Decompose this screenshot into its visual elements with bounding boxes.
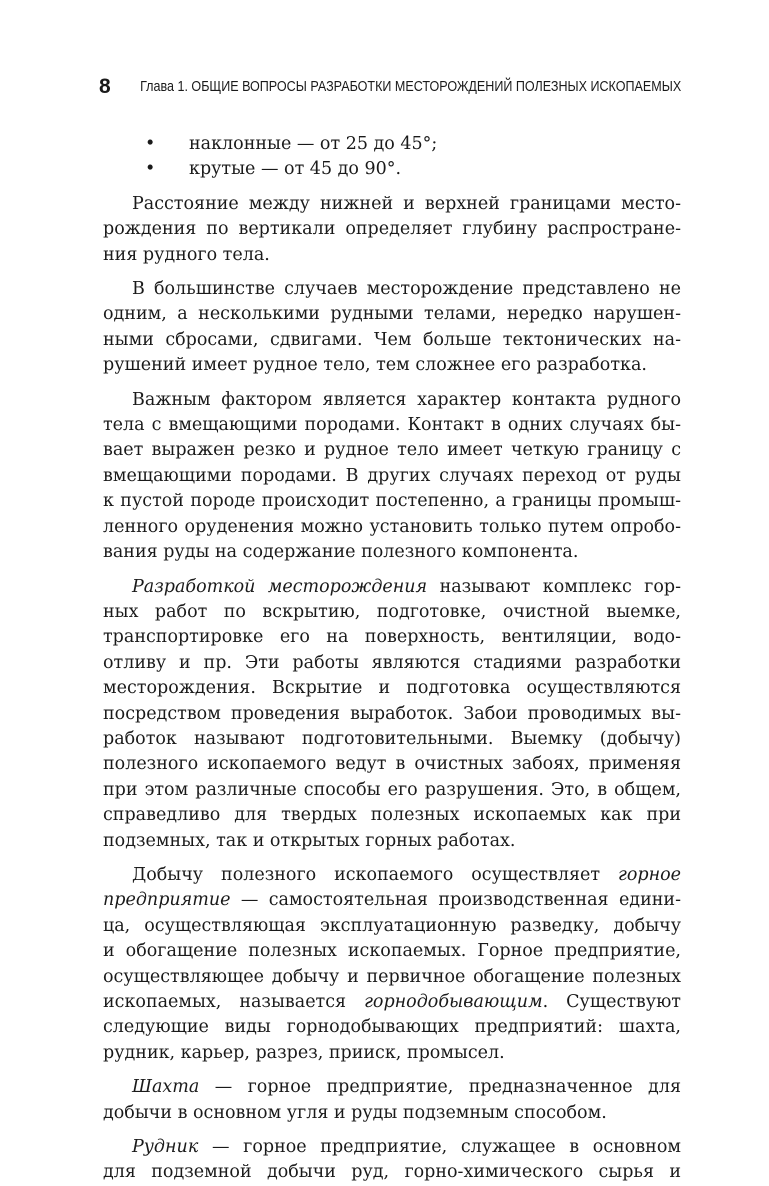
bullet-dot-icon: • (145, 159, 156, 180)
text-line: вает выражен резко и рудное тело имеет четкую границу с (103, 440, 681, 461)
text-line: тела с вмещающими породами. Контакт в одних случаях бы- (103, 415, 681, 436)
body-text (103, 132, 681, 1186)
text-line: транспортировке его на поверхность, вентиляции, водо- (103, 627, 681, 648)
text-line: ных работ по вскрытию, подготовке, очистной выемке, (103, 601, 681, 622)
text-line: ленного оруденения можно установить только путем опробо- (103, 516, 681, 537)
text-line: подземных, так и открытых горных работах. (103, 830, 516, 851)
text-line: вмещающими породами. В других случаях переход от руды (103, 465, 681, 486)
text-fragment: называют комплекс гор- (427, 576, 681, 597)
paragraph-depth (103, 192, 681, 268)
text-line: следующие виды горнодобывающих предприятий: шахта, (103, 1017, 681, 1038)
term-mining-company: горнодобывающим (364, 992, 543, 1012)
paragraph-ore-mine (103, 1135, 681, 1186)
list-item-text: наклонные — от 25 до 45°; (189, 134, 438, 154)
term-ore-mine: Рудник (132, 1137, 199, 1158)
text-line: рушений имеет рудное тело, тем сложнее его разработка. (103, 355, 647, 376)
paragraph-development (103, 575, 681, 854)
text-line: вания руды на содержание полезного компонента. (103, 542, 579, 563)
text-line: ца, осуществляющая эксплуатационную разведку, добычу (103, 915, 681, 936)
text-line: к пустой породе происходит постепенно, а границы промыш- (103, 491, 681, 512)
text-line: и обогащение полезных ископаемых. Горное предприятие, (103, 941, 681, 962)
text-line: ными сбросами, сдвигами. Чем больше тектонических на- (103, 329, 681, 350)
term-development: Разработкой месторождения (132, 576, 428, 597)
term-mine: Шахта (132, 1077, 200, 1098)
text-line: при этом различные способы его разрушения. Это, в общем, (103, 779, 681, 800)
text-line: рудник, карьер, разрез, прииск, промысел. (103, 1042, 505, 1063)
text-line: посредством проведения выработок. Забои проводимых вы- (103, 703, 681, 724)
paragraph-mine (103, 1075, 681, 1126)
text-fragment: — горное предприятие, предназначенное для (199, 1077, 681, 1098)
text-line: одним, а несколькими рудными телами, нередко нарушен- (103, 304, 681, 325)
text-line (103, 990, 681, 1015)
paragraph-contact (103, 388, 681, 566)
text-line (103, 575, 681, 600)
text-line: месторождения. Вскрытие и подготовка осуществляются (103, 678, 681, 699)
text-line: отливу и пр. Эти работы являются стадиями разработки (103, 652, 681, 673)
text-fragment: ископаемых, называется (103, 992, 365, 1012)
list-item (103, 132, 681, 157)
paragraph-enterprise (103, 863, 681, 1066)
text-line: полезного ископаемого ведут в очистных забоях, применяя (103, 754, 681, 775)
bullet-dot-icon: • (145, 134, 156, 154)
page-number: 8 (99, 75, 111, 98)
text-line (103, 863, 681, 888)
term-mining-enterprise: горное (617, 864, 681, 885)
text-line: ния рудного тела. (103, 244, 270, 265)
text-line: В большинстве случаев месторождение представлено не (132, 279, 681, 300)
text-line: осуществляющее добычу и первичное обогащение полезных (103, 966, 681, 987)
chapter-title: Глава 1. ОБЩИЕ ВОПРОСЫ РАЗРАБОТКИ МЕСТОРОЖДЕНИЙ ПОЛЕЗНЫХ ИСКОПАЕМЫХ (139, 79, 681, 95)
text-line: добычи в основном угля и руды подземным способом. (103, 1102, 607, 1123)
text-fragment: . Существуют (542, 992, 681, 1012)
bullet-list (103, 132, 681, 183)
text-line: справедливо для твердых полезных ископаемых как при (103, 805, 681, 826)
list-item (103, 157, 681, 182)
text-fragment: — горное предприятие, служащее в основном (198, 1137, 681, 1158)
paragraph-ore-bodies (103, 277, 681, 379)
text-line: для подземной добычи руд, горно-химического сырья и (103, 1162, 681, 1183)
text-line (103, 888, 681, 913)
text-fragment: — самостоятельная производственная едини- (230, 890, 681, 911)
term-mining-enterprise-cont: предприятие (103, 890, 231, 911)
text-line: Расстояние между нижней и верхней границами место- (132, 193, 681, 214)
text-line (103, 1075, 681, 1100)
text-fragment: Добычу полезного ископаемого осуществляет (132, 864, 618, 885)
text-line: работок называют подготовительными. Выемку (добычу) (103, 728, 681, 749)
text-line: Важным фактором является характер контакта рудного (132, 389, 681, 410)
list-item-text: крутые — от 45 до 90°. (189, 159, 402, 180)
running-header (99, 74, 681, 100)
text-line (103, 1135, 681, 1160)
text-line: рождения по вертикали определяет глубину распростране- (103, 219, 681, 240)
